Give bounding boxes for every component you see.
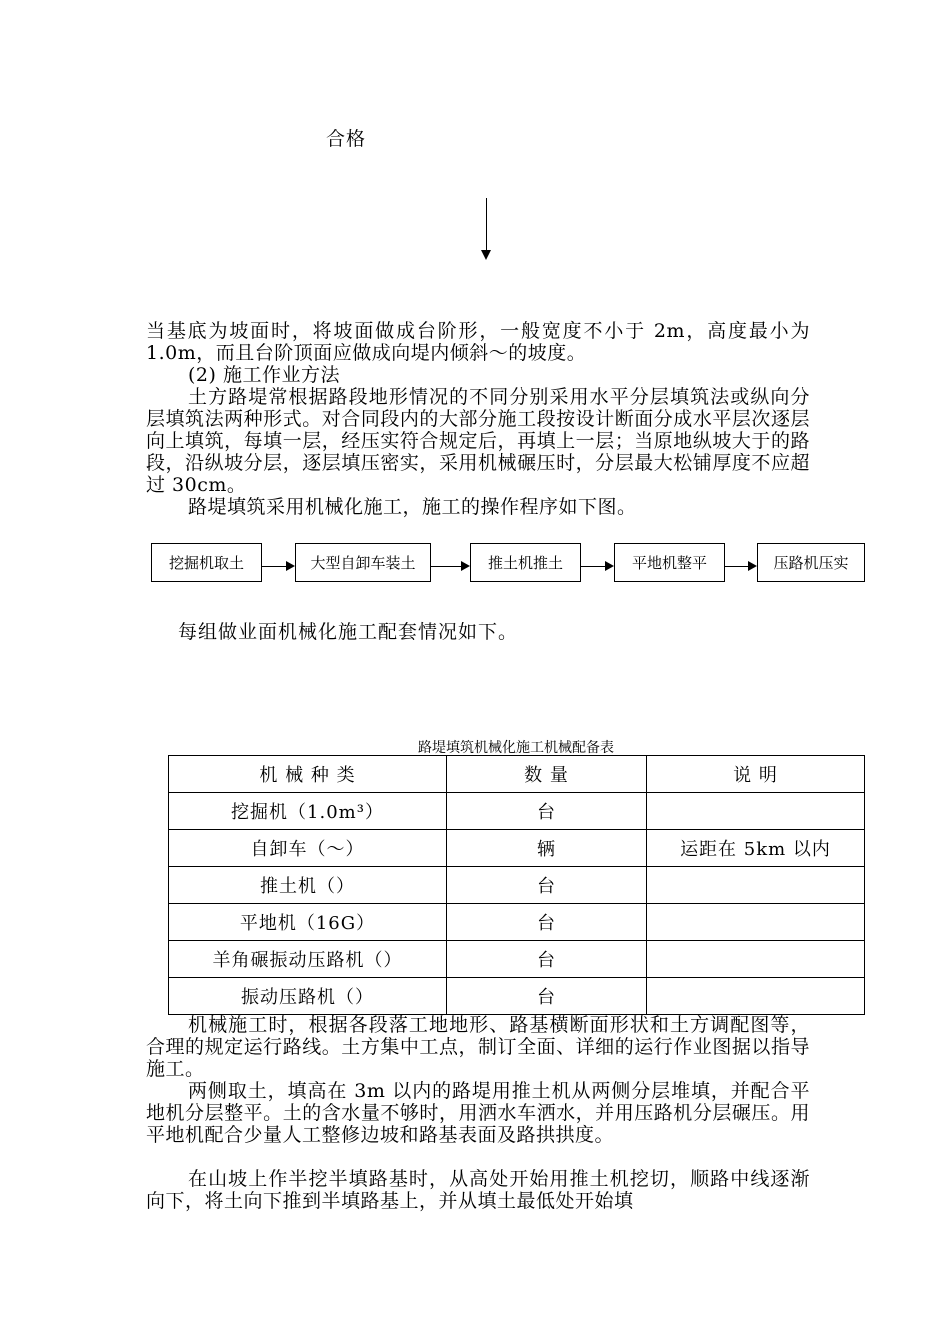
flow-step-compact: 压路机压实: [757, 543, 865, 582]
cell-quantity: 辆: [447, 830, 647, 867]
right-arrow-icon: [748, 561, 757, 571]
paragraph-machine-operation: 机械施工时，根据各段落工地地形、路基横断面形状和土方调配图等，合理的规定运行路线。土方集中工点，制订全面、详细的运行作业图据以指导施工。: [146, 1014, 810, 1080]
cell-machine: 羊角碾振动压路机（）: [169, 941, 447, 978]
table-title: 路堤填筑机械化施工机械配备表: [418, 740, 614, 756]
flow-connector: [262, 566, 287, 567]
flow-step-grade: 平地机整平: [614, 543, 725, 582]
table-row: [169, 867, 865, 904]
cell-quantity: 台: [447, 904, 647, 941]
header-machine-type: 机 械 种 类: [169, 756, 447, 793]
paragraph-side-borrow: 两侧取土，填高在 3m 以内的路堤用推土机从两侧分层堆填，并配合平地机分层整平。土的含水量不够时，用洒水车洒水，并用压路机分层碾压。用平地机配合少量人工整修边坡和路基表面及路拱拱度。: [146, 1080, 810, 1146]
table-row: [169, 793, 865, 830]
flow-step-load: 大型自卸车装土: [295, 543, 431, 582]
cell-machine: 自卸车（～）: [169, 830, 447, 867]
table-row: [169, 904, 865, 941]
header-quantity: 数 量: [447, 756, 647, 793]
paragraph-procedure-intro: 路堤填筑采用机械化施工，施工的操作程序如下图。: [188, 496, 637, 518]
table-header-row: [169, 756, 865, 793]
table-row: [169, 978, 865, 1015]
cell-notes: [647, 978, 865, 1015]
flowchart-node-pass: 合格: [326, 128, 367, 150]
cell-machine: 推土机（）: [169, 867, 447, 904]
combo-intro-text: 每组做业面机械化施工配套情况如下。: [178, 621, 519, 643]
table-row: [169, 830, 865, 867]
cell-machine: 平地机（16G）: [169, 904, 447, 941]
flow-step-excavate: 挖掘机取土: [151, 543, 262, 582]
cell-quantity: 台: [447, 941, 647, 978]
paragraph-base-slope: 当基底为坡面时，将坡面做成台阶形，一般宽度不小于 2m，高度最小为 1.0m，而且台阶顶面应做成向堤内倾斜～的坡度。: [146, 320, 810, 364]
cell-machine: 振动压路机（）: [169, 978, 447, 1015]
cell-notes: [647, 941, 865, 978]
machine-table: [168, 755, 865, 1015]
flow-arrow-line: [486, 198, 487, 251]
cell-notes: [647, 793, 865, 830]
flow-connector: [725, 566, 749, 567]
header-notes: 说 明: [647, 756, 865, 793]
paragraph-hillside-cut-fill: 在山坡上作半挖半填路基时，从高处开始用推土机挖切，顺路中线逐渐向下，将土向下推到半填路基上，并从填土最低处开始填: [146, 1168, 810, 1212]
cell-quantity: 台: [447, 978, 647, 1015]
right-arrow-icon: [461, 561, 470, 571]
paragraph-filling-method: 土方路堤常根据路段地形情况的不同分别采用水平分层填筑法或纵向分层填筑法两种形式。对合同段内的大部分施工段按设计断面分成水平层次逐层向上填筑，每填一层，经压实符合规定后，再填上一层；当原地纵坡大于的路段，沿纵坡分层，逐层填压密实，采用机械碾压时，分层最大松铺厚度不应超过 30cm。: [146, 386, 810, 496]
right-arrow-icon: [286, 561, 295, 571]
cell-quantity: 台: [447, 867, 647, 904]
table-row: [169, 941, 865, 978]
cell-notes: [647, 904, 865, 941]
cell-machine: 挖掘机（1.0m³）: [169, 793, 447, 830]
down-arrow-icon: [481, 250, 491, 260]
cell-notes: [647, 867, 865, 904]
flow-step-push: 推土机推土: [470, 543, 581, 582]
flow-connector: [431, 566, 462, 567]
cell-notes: 运距在 5km 以内: [647, 830, 865, 867]
section-heading-construction-method: (2) 施工作业方法: [188, 364, 340, 386]
cell-quantity: 台: [447, 793, 647, 830]
right-arrow-icon: [605, 561, 614, 571]
flow-connector: [581, 566, 606, 567]
